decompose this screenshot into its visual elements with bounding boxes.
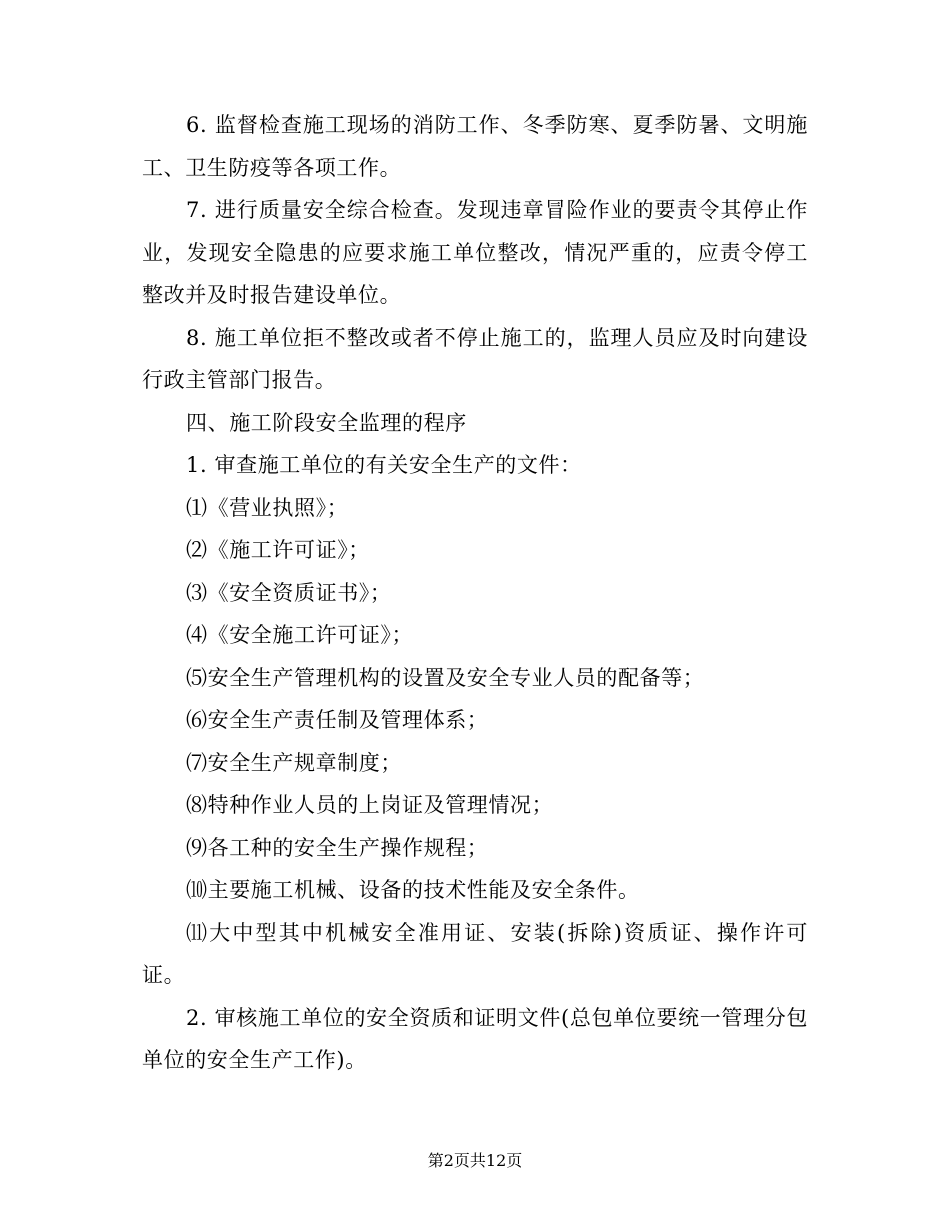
- paragraph-item-2: 2. 审核施工单位的安全资质和证明文件(总包单位要统一管理分包单位的安全生产工作)。: [142, 1005, 808, 1072]
- paragraph-item-7: 7. 进行质量安全综合检查。发现违章冒险作业的要责令其停止作业，发现安全隐患的应要求施工单位整改，情况严重的，应责令停工整改并及时报告建设单位。: [142, 198, 808, 307]
- paragraph-item-1: 1. 审查施工单位的有关安全生产的文件：: [186, 453, 582, 477]
- list-item: ⑻特种作业人员的上岗证及管理情况；: [186, 793, 554, 817]
- list-item: ⑺安全生产规章制度；: [186, 750, 402, 775]
- list-item: ⑹安全生产责任制及管理体系；: [186, 708, 489, 732]
- list-item: ⑷《安全施工许可证》；: [186, 623, 414, 647]
- paragraph-item-8: 8. 施工单位拒不整改或者不停止施工的，监理人员应及时向建设行政主管部门报告。: [142, 325, 808, 392]
- list-item: ⑽主要施工机械、设备的技术性能及安全条件。: [186, 878, 640, 902]
- list-item: ⑶《安全资质证书》；: [186, 580, 392, 605]
- page-number-footer: 第2页共12页: [427, 1151, 523, 1170]
- paragraph-item-6: 6. 监督检查施工现场的消防工作、冬季防寒、夏季防暑、文明施工、卫生防疫等各项工作。: [142, 113, 808, 180]
- list-item: ⑴《营业执照》；: [186, 495, 349, 520]
- section-heading: 四、施工阶段安全监理的程序: [186, 410, 467, 435]
- list-item: ⑵《施工许可证》；: [186, 538, 370, 562]
- list-item: ⑾大中型其中机械安全准用证、安装(拆除)资质证、操作许可证。: [142, 920, 808, 987]
- list-item: ⑸安全生产管理机构的设置及安全专业人员的配备等；: [186, 665, 705, 690]
- document-body: [142, 104, 808, 1082]
- list-item: ⑼各工种的安全生产操作规程；: [186, 835, 489, 860]
